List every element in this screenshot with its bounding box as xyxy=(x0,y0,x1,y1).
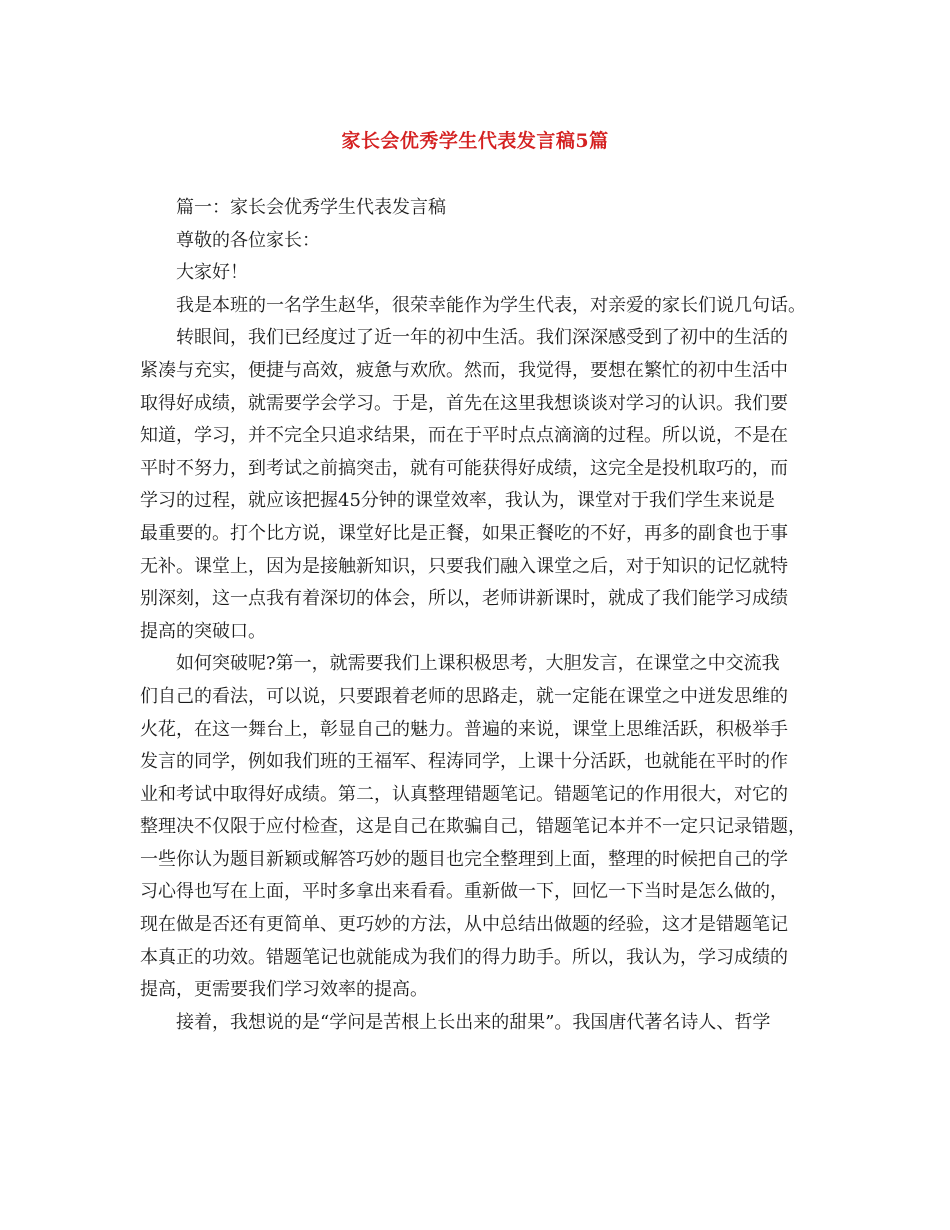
text-line: 无补。课堂上，因为是接触新知识，只要我们融入课堂之后，对于知识的记忆就特 xyxy=(140,555,788,577)
text-line: 转眼间，我们已经度过了近一年的初中生活。我们深深感受到了初中的生活的 xyxy=(176,327,788,349)
document-title: 家长会优秀学生代表发言稿5篇 xyxy=(341,130,609,152)
text-line: 火花，在这一舞台上，彰显自己的魅力。普遍的来说，课堂上思维活跃，积极举手 xyxy=(140,718,788,740)
text-line: 我是本班的一名学生赵华，很荣幸能作为学生代表，对亲爱的家长们说几句话。 xyxy=(176,294,806,316)
text-line: 现在做是否还有更简单、更巧妙的方法，从中总结出做题的经验，这才是错题笔记 xyxy=(140,914,788,936)
text-line: 别深刻，这一点我有着深切的体会，所以，老师讲新课时，就成了我们能学习成绩 xyxy=(140,588,788,610)
text-line: 发言的同学，例如我们班的王福军、程涛同学，上课十分活跃，也就能在平时的作 xyxy=(140,751,788,773)
text-line: 大家好！ xyxy=(176,262,248,284)
text-line: 们自己的看法，可以说，只要跟着老师的思路走，就一定能在课堂之中迸发思维的 xyxy=(140,685,788,707)
text-line: 本真正的功效。错题笔记也就能成为我们的得力助手。所以，我认为，学习成绩的 xyxy=(140,946,788,968)
text-line: 业和考试中取得好成绩。第二，认真整理错题笔记。错题笔记的作用很大，对它的 xyxy=(140,783,788,805)
text-line: 最重要的。打个比方说，课堂好比是正餐，如果正餐吃的不好，再多的副食也于事 xyxy=(140,522,788,544)
text-line: 整理决不仅限于应付检查，这是自己在欺骗自己，错题笔记本并不一定只记录错题， xyxy=(140,816,806,838)
text-line: 知道，学习，并不完全只追求结果，而在于平时点点滴滴的过程。所以说，不是在 xyxy=(140,425,788,447)
text-line: 提高，更需要我们学习效率的提高。 xyxy=(140,979,428,1001)
text-line: 取得好成绩，就需要学会学习。于是，首先在这里我想谈谈对学习的认识。我们要 xyxy=(140,392,788,414)
text-line: 一些你认为题目新颖或解答巧妙的题目也完全整理到上面，整理的时候把自己的学 xyxy=(140,848,788,870)
text-line: 提高的突破口。 xyxy=(140,620,266,642)
text-line: 尊敬的各位家长： xyxy=(176,229,320,251)
text-line: 如何突破呢?第一，就需要我们上课积极思考，大胆发言，在课堂之中交流我 xyxy=(176,653,780,675)
text-line: 接着，我想说的是“学问是苦根上长出来的甜果”。我国唐代著名诗人、哲学 xyxy=(176,1011,771,1033)
text-line: 学习的过程，就应该把握45分钟的课堂效率，我认为，课堂对于我们学生来说是 xyxy=(140,490,775,512)
text-line: 习心得也写在上面，平时多拿出来看看。重新做一下，回忆一下当时是怎么做的， xyxy=(140,881,788,903)
text-line: 紧凑与充实，便捷与高效，疲惫与欢欣。然而，我觉得，要想在繁忙的初中生活中 xyxy=(140,359,788,381)
document-body xyxy=(140,192,812,1039)
text-line: 平时不努力，到考试之前搞突击，就有可能获得好成绩，这完全是投机取巧的，而 xyxy=(140,457,788,479)
text-line: 篇一：家长会优秀学生代表发言稿 xyxy=(176,197,446,218)
